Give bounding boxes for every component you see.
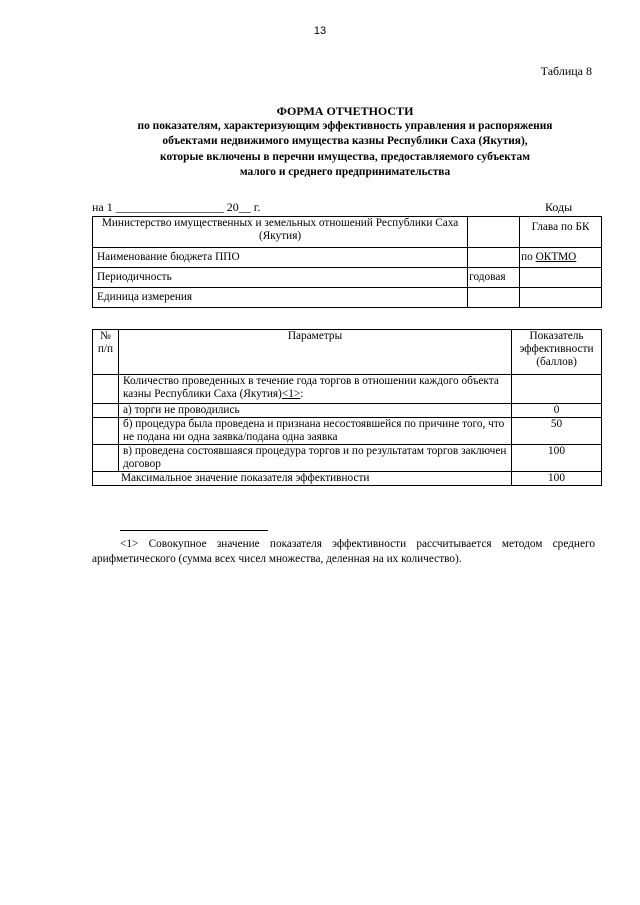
header-table: [92, 216, 602, 308]
empty-cell: [468, 288, 520, 308]
empty-cell: [520, 288, 602, 308]
col-header-params: Параметры: [118, 330, 511, 375]
form-subtitle-line: по показателям, характеризующим эффективность управления и распоряжения: [137, 120, 553, 133]
form-subtitle-line: объектами недвижимого имущества казны Республики Саха (Якутия),: [162, 135, 528, 148]
option-a-cell: а) торги не проводились: [118, 404, 511, 418]
option-c-cell: в) проведена состоявшаяся процедура торгов и по результатам торгов заключен договор: [118, 445, 511, 472]
option-b-score: 50: [512, 418, 602, 445]
glava-bk-cell: Глава по БК: [520, 217, 602, 248]
form-title: [95, 104, 595, 180]
table-row: [93, 445, 602, 472]
report-date-line: на 1 __________________ 20__ г.: [92, 200, 261, 214]
empty-cell: [468, 248, 520, 268]
empty-cell: [93, 445, 119, 472]
empty-cell: [512, 375, 602, 404]
intro-text: Количество проведенных в течение года торгов в отношении каждого объекта казны Республики Саха (Якутия): [122, 375, 499, 400]
empty-cell: [520, 268, 602, 288]
table-row: [93, 375, 602, 404]
empty-cell: [93, 375, 119, 404]
empty-cell: [93, 404, 119, 418]
max-value-score: 100: [512, 472, 602, 486]
footnote: <1> Совокупное значение показателя эффективности рассчитывается методом среднего арифметического (сумма всех чисел множества, деленная на их количество).: [92, 538, 595, 565]
codes-label: Коды: [545, 200, 573, 214]
ministry-cell: Министерство имущественных и земельных отношений Республики Саха (Якутия): [93, 217, 468, 248]
budget-name-cell: Наименование бюджета ППО: [93, 248, 468, 268]
oktmo-prefix: по: [521, 251, 536, 263]
col-header-num: № п/п: [93, 330, 119, 375]
empty-cell: [93, 418, 119, 445]
table-row: [93, 248, 602, 268]
params-table: [92, 329, 602, 486]
option-a-score: 0: [512, 404, 602, 418]
oktmo-link[interactable]: ОКТМО: [535, 251, 577, 263]
periodicity-value-cell: годовая: [468, 268, 520, 288]
option-b-cell: б) процедура была проведена и признана несостоявшейся по причине того, что не подана ни одна заявка/подана одна заявка: [118, 418, 511, 445]
table-header-row: [93, 330, 602, 375]
col-header-score: Показатель эффективности (баллов): [512, 330, 602, 375]
option-c-score: 100: [512, 445, 602, 472]
table-row: [93, 217, 602, 248]
page-number: 13: [313, 25, 327, 37]
footnote-divider: [120, 530, 268, 531]
periodicity-cell: Периодичность: [93, 268, 468, 288]
table-label: Таблица 8: [540, 64, 592, 78]
empty-cell: [468, 217, 520, 248]
footnote-ref-link[interactable]: <1>: [281, 388, 301, 400]
table-row: [93, 418, 602, 445]
oktmo-cell: [520, 248, 602, 268]
form-heading: ФОРМА ОТЧЕТНОСТИ: [276, 104, 414, 118]
table-row: [93, 288, 602, 308]
form-subtitle-line: которые включены в перечни имущества, предоставляемого субъектам: [160, 150, 530, 163]
form-subtitle-line: малого и среднего предпринимательства: [239, 165, 451, 178]
intro-colon: :: [300, 388, 304, 400]
table-row: [93, 472, 602, 486]
table-row: [93, 404, 602, 418]
max-value-label: Максимальное значение показателя эффективности: [93, 472, 512, 486]
table-row: [93, 268, 602, 288]
intro-cell: [118, 375, 511, 404]
unit-cell: Единица измерения: [93, 288, 468, 308]
